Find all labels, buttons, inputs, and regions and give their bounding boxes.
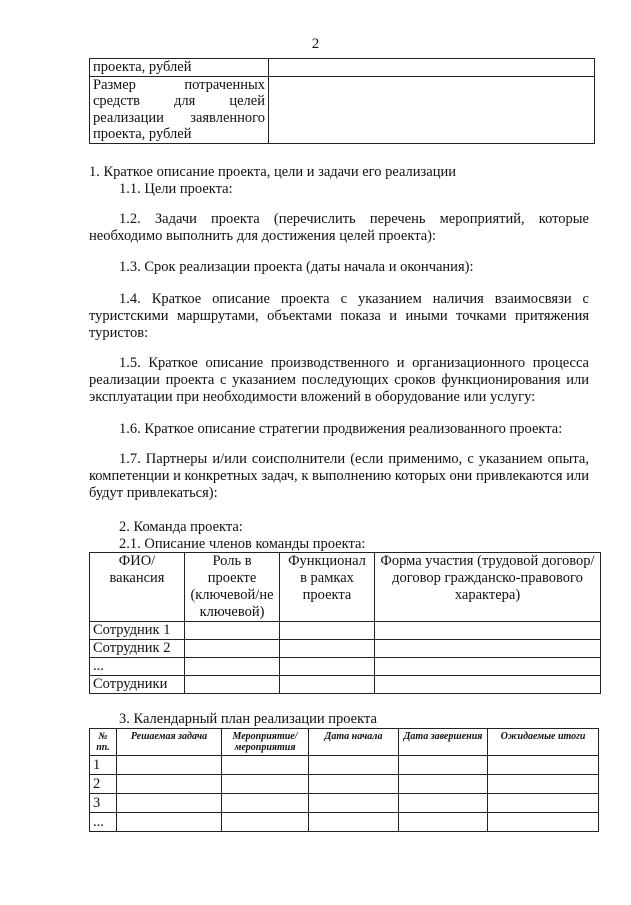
table-cell-label: проекта, рублей [90,59,269,77]
table-row [90,794,599,813]
project-cost-table [89,58,595,144]
column-header: Ожидаемые итоги [488,729,599,756]
table-cell: ... [90,813,117,832]
table-cell-value [269,59,595,77]
table-cell: Сотрудник 2 [90,640,185,658]
team-table [89,552,601,694]
table-row [90,76,595,143]
table-cell-label: Размер потраченных средств для целей реализации заявленного проекта, рублей [90,76,269,143]
table-cell: ... [90,658,185,676]
page-number: 2 [311,36,320,52]
column-header: ФИО/вакансия [90,553,185,622]
table-cell: 1 [90,756,117,775]
table-cell: Сотрудник 1 [90,622,185,640]
paragraph-1-3: 1.3. Срок реализации проекта (даты начала и окончания): [119,259,474,275]
paragraph-1-4: 1.4. Краткое описание проекта с указанием наличия взаимосвязи с туристскими маршрутами, объектами показа и иными точками притяжения туристов: [89,291,589,341]
paragraph-1-6: 1.6. Краткое описание стратегии продвижения реализованного проекта: [119,421,563,437]
paragraph-1-1: 1.1. Цели проекта: [119,181,233,197]
paragraph-1-7: 1.7. Партнеры и/или соисполнители (если применимо, с указанием опыта, компетенции и конкретных задач, к выполнению которых они привлекаются или будут привлекаться): [89,451,589,501]
column-header: Форма участия (трудовой договор/договор гражданско-правового характера) [375,553,601,622]
column-header: Роль в проекте (ключевой/не ключевой) [185,553,280,622]
table-row [90,640,601,658]
table-cell: 3 [90,794,117,813]
table-row [90,756,599,775]
paragraph-1-2: 1.2. Задачи проекта (перечислить перечень мероприятий, которые необходимо выполнить для достижения целей проекта): [89,211,589,244]
table-cell: 2 [90,775,117,794]
table-row [90,59,595,77]
table-row [90,676,601,694]
table-row [90,658,601,676]
column-header: Мероприятие/ мероприятия [222,729,309,756]
section-2-1-heading: 2.1. Описание членов команды проекта: [119,536,366,552]
column-header: Решаемая задача [117,729,222,756]
column-header: Функционал в рамках проекта [280,553,375,622]
column-header: № пп. [90,729,117,756]
table-cell: Сотрудники [90,676,185,694]
table-row [90,622,601,640]
column-header: Дата начала [309,729,399,756]
calendar-plan-table [89,728,599,832]
column-header: Дата завершения [399,729,488,756]
table-header-row [90,729,599,756]
paragraph-1-5: 1.5. Краткое описание производственного и организационного процесса реализации проекта с указанием последующих сроков функционирования или эксплуатации при необходимости вложений в оборудование или услугу: [89,355,589,405]
table-row [90,775,599,794]
section-1-heading: 1. Краткое описание проекта, цели и задачи его реализации [89,164,456,180]
table-cell-value [269,76,595,143]
section-3-heading: 3. Календарный план реализации проекта [119,711,377,727]
table-row [90,813,599,832]
table-header-row [90,553,601,622]
section-2-heading: 2. Команда проекта: [119,519,243,535]
